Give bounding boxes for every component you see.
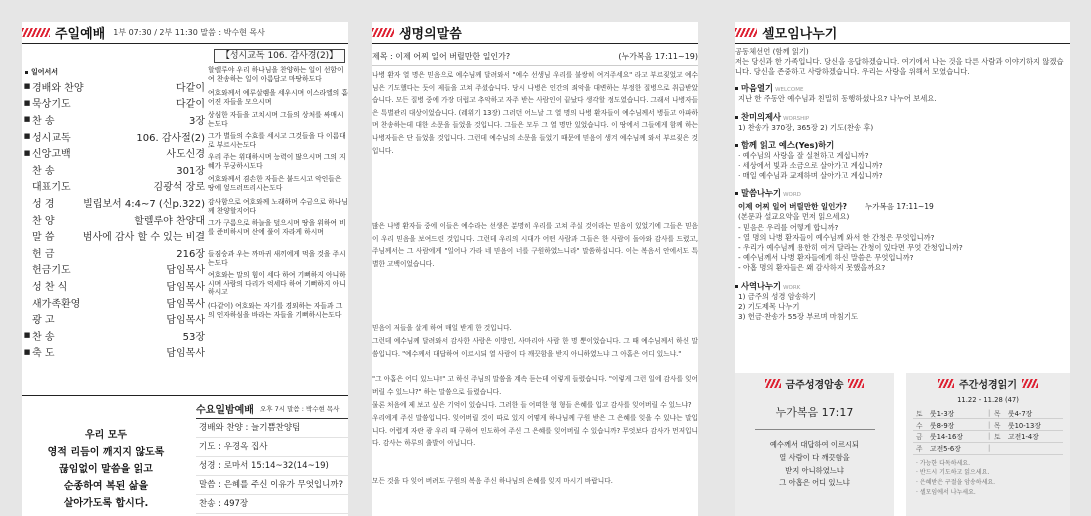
order-bullet: ■	[23, 331, 31, 340]
hatch-decoration	[938, 379, 954, 388]
reading-note: (다같이) 여호와는 자기를 경외하는 자들과 그의 인자하심을 바라는 자들을 기뻐하시는도다	[208, 302, 343, 319]
order-name: 헌 금	[32, 248, 55, 260]
item-line: · 예수님의 사랑을 잘 실천하고 계십니까?	[738, 150, 869, 160]
reading-row	[913, 419, 1063, 431]
order-value: 다같이	[176, 82, 205, 94]
declaration-text: 저는 당신과 한 가족입니다. 당신을 응답하겠습니다. 여기에서 나는 것을 다른 사람과 이야기하지 않겠습니다. 당신을 존중하고 사랑하겠습니다. 우리는 사랑을 위해서 모였습니다.	[735, 56, 1064, 76]
order-row	[22, 310, 205, 327]
reading-cell: 토	[991, 431, 1005, 443]
order-row	[22, 95, 205, 112]
reading-note: 그가 구름으로 하늘을 덮으시며 땅을 위하여 비를 준비하시며 산에 풀이 자라게 하시며	[208, 219, 346, 236]
weekly-recitation	[735, 373, 894, 516]
cell-group-page	[735, 22, 1070, 516]
order-row	[22, 344, 205, 361]
verse-line: 우리 모두	[84, 430, 128, 441]
order-bullet: ■	[23, 98, 31, 107]
sermon-meta	[372, 48, 698, 66]
responsive-reading-notes	[208, 66, 348, 334]
word-line: - 아홉 명의 환자들은 왜 감사하지 못했을까요?	[738, 263, 886, 273]
bottom-boxes	[735, 373, 1070, 516]
order-name: 신앙고백	[32, 149, 71, 161]
wednesday-sub: 오후 7시 말씀 : 박수현 목사	[259, 405, 340, 413]
item-head-en: WELCOME	[775, 87, 804, 94]
sermon-paragraph: 물론 처음에 제 보고 싶은 기억이 있습니다. 그러한 들 어떠한 형 형들 은혜를 입고 감사를 잊어버릴 수 있느냐?	[372, 401, 692, 409]
wednesday-service	[196, 399, 348, 514]
order-name: 축 도	[32, 348, 55, 360]
order-name: 광 고	[32, 315, 55, 327]
reading-cell: 금	[913, 431, 927, 443]
order-name: 새가족환영	[32, 298, 81, 310]
order-value: 3장	[188, 115, 205, 127]
item-head: 말씀나누기 WORD	[735, 187, 1070, 199]
sermon-body	[372, 69, 698, 488]
cell-items	[735, 82, 1070, 181]
declaration-title: 공동체선언 (함께 읽기)	[735, 47, 809, 56]
order-row	[22, 244, 205, 261]
order-row	[22, 261, 205, 278]
reading-table	[913, 407, 1063, 455]
order-row	[22, 327, 205, 344]
reading-row	[913, 442, 1063, 454]
exhortation-verse	[26, 427, 186, 512]
work-sharing	[735, 280, 1070, 323]
order-name: 대표기도	[32, 182, 71, 194]
sermon-reference: (누가복음 17:11~19)	[618, 52, 698, 61]
recite-header	[735, 373, 894, 393]
order-row	[22, 111, 205, 128]
recite-line: 열 사람이 다 깨끗함을	[779, 452, 850, 462]
order-value: 53장	[182, 331, 205, 343]
wednesday-row: 말씀 : 은혜를 주신 이유가 무엇입니까?	[196, 476, 348, 495]
order-name: 헌금기도	[32, 265, 71, 277]
wednesday-rows	[196, 419, 348, 514]
reading-note: 할렐루야 우리 하나님을 찬양하는 일이 선함이여 찬송하는 일이 아름답고 마땅하도다	[208, 66, 344, 83]
reading-cell: 고전5-6장	[927, 442, 985, 454]
reading-cell	[1005, 442, 1063, 454]
sermon-paragraph: 그런데 예수님께 달려와서 감사한 사람은 이방인, 사마리아 사람 한 명 뿐이었습니다. 그 때 예수님께서 하신 말씀입니다. "예수께서 대답하여 이르시되 열 사람이 다 깨끗함을 받지 아니하였느냐 그 아홉은 어디 있느냐."	[372, 337, 698, 358]
worship-order-page	[22, 22, 348, 516]
reading-note: 상심한 자들을 고치시며 그들의 상처를 싸매시는도다	[208, 111, 344, 128]
cell-item	[735, 139, 1070, 182]
word-line: - 믿음은 우리를 어떻게 합니까?	[738, 222, 839, 232]
section-title: 생명의말씀	[399, 27, 462, 42]
order-name: 경배와 찬양	[32, 82, 84, 94]
reading-cell: 주	[913, 442, 927, 454]
hatch-decoration	[1022, 379, 1038, 388]
reading-cell: 룻8-9장	[927, 419, 985, 431]
order-row	[22, 294, 205, 311]
order-value: 담임목사	[166, 315, 205, 327]
order-name: 성 찬 식	[32, 281, 68, 293]
order-value: 담임목사	[166, 265, 205, 277]
work-line: 2) 기도제목 나누기	[738, 301, 800, 311]
order-value: 담임목사	[166, 281, 205, 293]
order-bullet: ■	[23, 82, 31, 91]
sermon-paragraph: 나병 환자 열 명은 믿음으로 예수님께 달려와서 "예수 선생님 우리를 불쌍히 여겨주세요" 라고 부르짖었고 예수님은 기도했다는 듯이 제들을 고쳐 주셨습니다. 당시 나병은 인간의 죄악을 대변하는 부정한 질병으로 취급받았습니다. 모든 질병 중에 가장 더럽고 추악하고 자주 받는 사람인이 끝났다 생각할 정도였습니다. 그래서 나병자들은 특별관리 대상이었습니다. (레위기 13장) 그러던 어느날 그 열 명의 나병 환자들이 예수님께서 병들고 아파하며 찬송하는데 대한 소문을 들었을 것입니다. 그들은 모두 그 열 명만 있었습니다. 이 땅에서 그들에게 함께 하는 나병자들은 단 들었을 것입니다. 그런데 예수님의 소문을 들었기 때문에 믿음이 생겨 예수님께 와서 부르짖은 것입니다.	[372, 71, 698, 155]
reading-note: · 은혜받은 구절을 암송하세요.	[916, 479, 996, 487]
order-bullet: ■	[23, 347, 31, 356]
item-head	[735, 82, 1070, 94]
reading-header	[906, 373, 1070, 393]
item-head	[735, 111, 1070, 123]
reading-cell: 목	[991, 407, 1005, 419]
hatch-decoration	[22, 28, 50, 37]
work-line: 1) 금주의 성경 암송하기	[738, 291, 816, 301]
reading-cell	[991, 442, 1005, 454]
order-value: 216장	[176, 248, 205, 260]
wednesday-title: 수요일밤예배	[196, 405, 254, 416]
order-name: 찬 송	[32, 165, 55, 177]
order-name: 찬 양	[32, 215, 55, 227]
reading-sep: |	[985, 419, 991, 431]
sermon-page	[372, 22, 698, 516]
word-sharing	[735, 187, 1070, 273]
wednesday-row: 성경 : 로마서 15:14~32(14~19)	[196, 457, 348, 476]
order-row	[22, 144, 205, 161]
community-declaration	[735, 47, 1070, 76]
word-line: - 열 명의 나병 환자들이 예수님께 와서 한 간청은 무엇입니까?	[738, 232, 935, 242]
sermon-paragraph: 우리에게 주신 말씀입니다. 잊어버릴 것이 따로 있지 어떻게 하나님께 구원 받은 그 은혜를 잊을 수 있냐는 말입니다. 어렵게 자란 광 우리 때 구하여 인도하여 주신 그 은혜를 잊어버릴 수 있습니까? 무엇보다 감사가 먼저입니다. 감사는 하루의 출발이 아닙니다.	[372, 414, 698, 448]
reading-note: 그가 별들의 수효를 세시고 그것들을 다 이름대로 부르시는도다	[208, 132, 346, 149]
order-name: 묵상기도	[32, 99, 71, 111]
reading-sep: |	[985, 431, 991, 443]
work-line: 3) 헌금·찬송가 55장 부르며 마침기도	[738, 312, 859, 322]
cell-item	[735, 82, 1070, 104]
order-name: 말 씀	[32, 232, 55, 244]
order-head: 일어서서	[22, 66, 205, 78]
item-line: · 매일 예수님과 교제하며 살아가고 계십니까?	[738, 171, 883, 181]
order-value: 106. 감사절(2)	[136, 132, 205, 144]
reading-notes	[906, 459, 1070, 498]
order-bullet: ■	[23, 132, 31, 141]
word-line: (본문과 설교요약을 먼저 읽으세요)	[738, 212, 850, 222]
reading-sep: |	[985, 442, 991, 454]
hatch-decoration	[735, 28, 757, 37]
word-subtitle-text: 이제 어찌 일어 버릴만한 일인가?	[738, 202, 847, 212]
recite-line: 예수께서 대답하여 이르시되	[769, 440, 860, 449]
reading-note: 여호와는 말의 힘이 세다 하여 기뻐하지 아니하시며 사람의 다리가 억세다 하여 기뻐하지 아니하시고	[208, 271, 346, 297]
reading-note: · 반드시 기도하고 읽으세요.	[916, 469, 990, 477]
word-line: - 우리가 예수님께 용한히 여겨 달라는 간청이 있다면 무엇 간청입니까?	[738, 243, 963, 253]
reading-note: · 셀모임에서 나누세요.	[916, 489, 976, 497]
reading-sep: |	[985, 407, 991, 419]
order-row	[22, 178, 205, 195]
order-row	[22, 194, 205, 211]
wednesday-header	[196, 399, 348, 419]
verse-line: 살아가도록 합시다.	[63, 498, 149, 509]
sermon-paragraph: 믿음이 저들을 살게 하여 매일 받게 한 것입니다.	[372, 324, 512, 332]
reading-cell: 목	[991, 419, 1005, 431]
hatch-decoration	[765, 379, 781, 388]
reading-cell: 룻1-3장	[927, 407, 985, 419]
section-title: 주일예배	[55, 27, 106, 42]
hatch-decoration	[372, 28, 394, 37]
recite-reference: 누가복음 17:17	[775, 406, 854, 419]
divider	[22, 395, 348, 396]
item-head: 사역나누기 WORK	[735, 280, 1070, 292]
word-lines	[735, 212, 1070, 273]
cell-item	[735, 111, 1070, 133]
order-value: 사도신경	[166, 149, 205, 161]
verse-line: 끊임없이 말씀을 읽고	[59, 464, 153, 475]
order-value: 범사에 감사 할 수 있는 비결	[82, 232, 205, 244]
order-value: 담임목사	[166, 298, 205, 310]
item-head	[735, 139, 1070, 151]
worship-time-info: 1부 07:30 / 2부 11:30 말씀 : 박수현 목사	[113, 28, 265, 37]
verse-line: 순종하여 복된 삶을	[63, 481, 149, 492]
word-reference: 누가복음 17:11~19	[864, 202, 934, 212]
sermon-paragraph: 많은 나병 환자들 중에 이들은 예수라는 선생은 분명히 우리를 고쳐 주실 것이라는 믿음이 있었기에 그들은 믿음이 우리 믿음을 보여드린 것입니다. 그런데 우리의 시대가 어떤 사람과 그들은 한 사람이 돌아와 감사를 드렸고, 주님께서는 그 사람에게 "일어나 가라 네 믿음이 너를 구원하였느니라" 말씀하십니다. 이는 복음서 안에서도 특별한 고백이었습니다.	[372, 222, 698, 268]
recite-text	[735, 439, 894, 490]
reading-note: · 가능한 다독하세요.	[916, 459, 970, 467]
sermon-title: 제목 : 이제 어찌 일어 버릴만한 일인가?	[372, 52, 511, 61]
order-value: 김광석 장로	[153, 182, 205, 194]
order-row	[22, 128, 205, 145]
order-value: 빌립보서 4:4~7 (신p.322)	[83, 198, 205, 210]
recite-title: 금주성경암송	[785, 379, 844, 391]
recite-line: 그 아홉은 어디 있느냐	[779, 478, 850, 488]
reading-note: 감사함으로 여호와께 노래하며 수금으로 하나님께 찬양할지어다	[208, 198, 348, 215]
reading-cell: 룻10-13장	[1005, 419, 1063, 431]
reading-note: 들짐승과 우는 까마귀 새끼에게 먹을 것을 주시는도다	[208, 250, 346, 267]
order-row	[22, 78, 205, 95]
reading-note: 여호와께서 겸손한 자들은 붙드시고 악인들은 땅에 엎드러뜨리시는도다	[208, 175, 342, 192]
sermon-paragraph: "그 아홉은 어디 있느냐!" 고 하신 주님의 말씀을 계속 듣는데 이렇게 들렸습니다. "이렇게 그런 일에 감사를 잊어버릴 수 있느냐?" 하는 말씀으로 들렸습니다.	[372, 375, 698, 396]
order-name: 성 경	[32, 198, 55, 210]
reading-cell: 룻14-16장	[927, 431, 985, 443]
reading-row	[913, 407, 1063, 419]
wednesday-row: 경배와 찬양 : 늘기쁨찬양팀	[196, 419, 348, 438]
item-line: 1) 찬송가 370장, 365장 2) 기도(찬송 후)	[738, 122, 874, 132]
reading-note: 우리 주는 위대하시며 능력이 많으시며 그의 지혜가 무궁하시도다	[208, 153, 346, 170]
order-row	[22, 161, 205, 178]
order-name: 찬 송	[32, 331, 55, 343]
reading-cell: 토	[913, 407, 927, 419]
reading-title: 주간성경읽기	[959, 379, 1017, 391]
sunday-worship-header	[22, 22, 348, 44]
wednesday-row: 기도 : 우경옥 집사	[196, 438, 348, 457]
reading-cell: 고전1-4장	[1005, 431, 1063, 443]
scripture-reading-box: 【성시교독 106. 감사경(2)】	[214, 49, 345, 63]
order-row	[22, 211, 205, 228]
section-title: 셀모임나누기	[762, 27, 838, 42]
item-line: · 세상에서 빛과 소금으로 살아가고 계십니까?	[738, 161, 883, 170]
reading-cell: 수	[913, 419, 927, 431]
reading-cell: 룻4-7장	[1005, 407, 1063, 419]
order-row	[22, 277, 205, 294]
item-head-text: 함께 읽고 예스(Yes)하기	[741, 139, 835, 150]
sermon-paragraph: 모든 것을 다 잊어 버려도 구원의 복음 주신 하나님의 은혜를 잊지 마시기 바랍니다.	[372, 477, 613, 485]
order-value: 다같이	[176, 99, 205, 111]
reading-row	[913, 431, 1063, 443]
item-head-en: WORSHIP	[783, 115, 810, 122]
word-line: - 예수님께서 나병 환자들에게 하신 말씀은 무엇입니까?	[738, 253, 914, 263]
reading-note: 여호와께서 예루살렘을 세우시며 이스라엘의 흩어진 자들을 모으시며	[208, 89, 348, 106]
cell-group-header	[735, 22, 1070, 44]
order-row	[22, 227, 205, 244]
recite-line: 받지 아니하였느냐	[785, 465, 844, 475]
weekly-bible-reading	[906, 373, 1070, 516]
order-bullet: ■	[23, 148, 31, 157]
verse-line: 영적 리듬이 깨지지 않도록	[47, 447, 165, 458]
word-subtitle	[735, 201, 1070, 212]
item-head-text: 마음열기	[741, 83, 774, 94]
order-name: 찬 송	[32, 115, 55, 127]
reading-range: 11.22 - 11.28 (47)	[957, 396, 1019, 404]
order-name: 성시교독	[32, 132, 71, 144]
order-value: 담임목사	[166, 348, 205, 360]
divider	[755, 429, 875, 430]
item-head-text: 찬미의제사	[741, 111, 782, 122]
order-bullet: ■	[23, 115, 31, 124]
order-value: 301장	[176, 165, 205, 177]
order-value: 할렐루야 찬양대	[134, 215, 205, 227]
wednesday-row: 찬송 : 497장	[196, 495, 348, 514]
hatch-decoration	[848, 379, 864, 388]
work-lines	[735, 292, 1070, 323]
sermon-header	[372, 22, 698, 44]
item-line: 지난 한 주동안 예수님과 친밀히 동행하셨나요? 나누어 보세요.	[738, 94, 937, 104]
worship-order-list	[22, 66, 205, 360]
